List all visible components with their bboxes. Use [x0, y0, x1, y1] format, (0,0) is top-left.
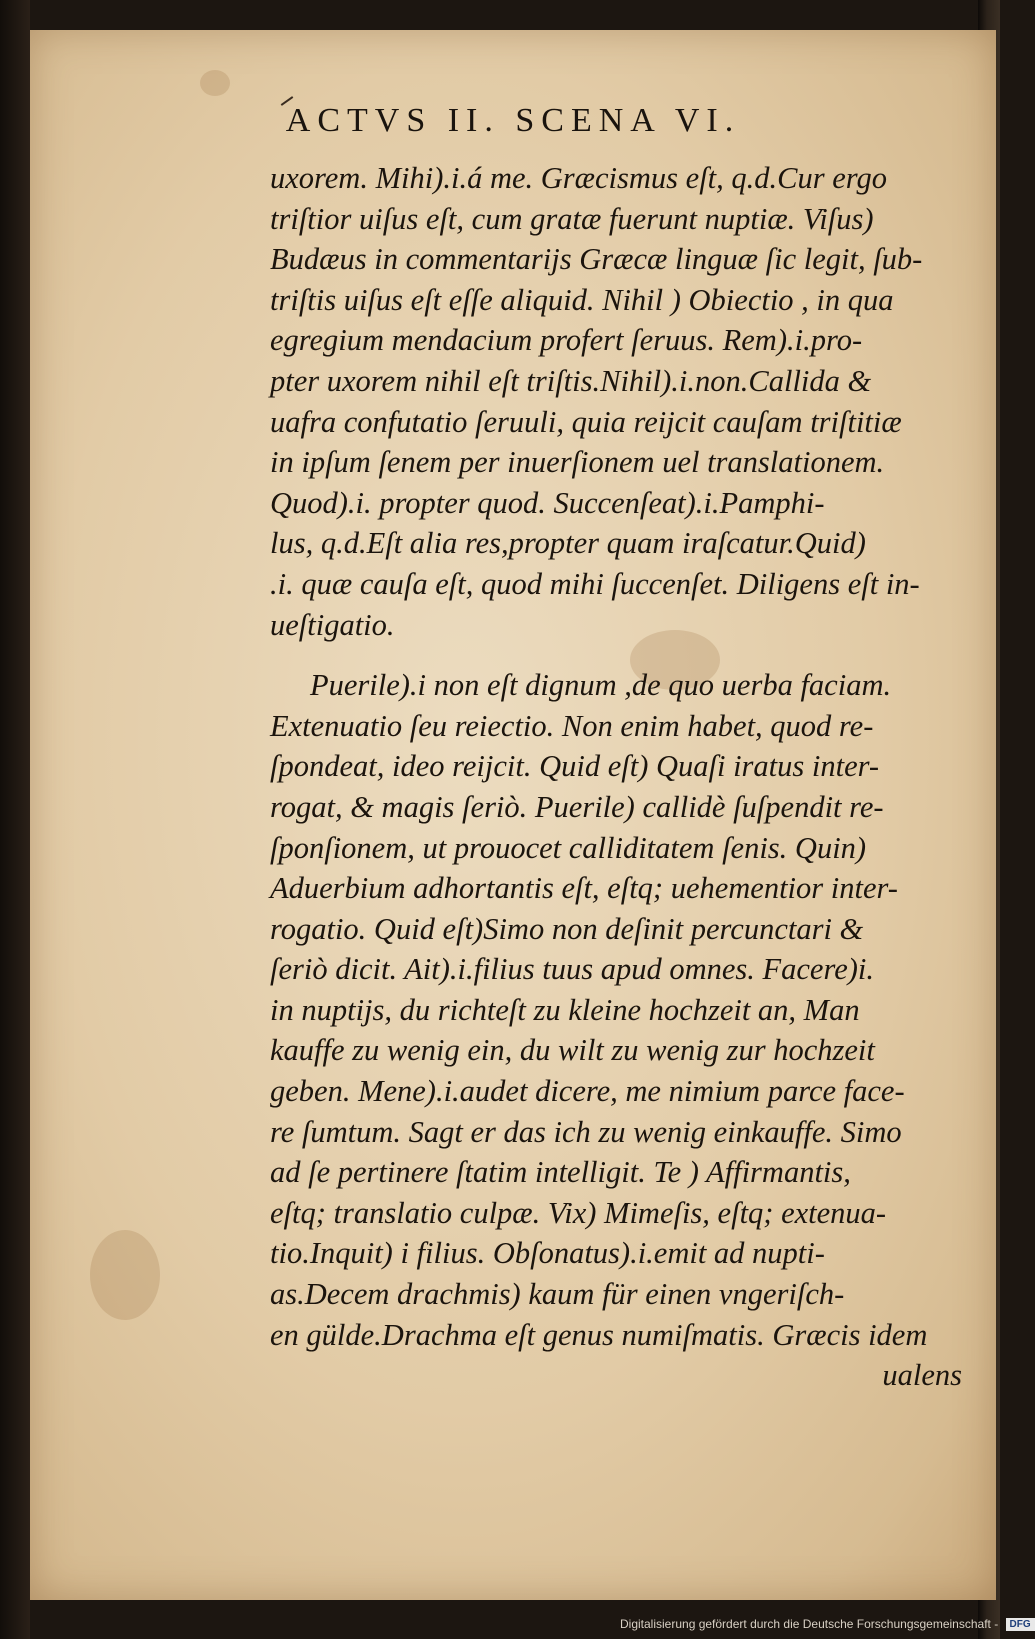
text-line: rogatio. Quid eſt)Simo non deſinit percunctari & [270, 911, 864, 946]
text-line: triſtior uiſus eſt, cum gratæ fuerunt nuptiæ. Viſus) [270, 201, 874, 236]
text-line: ueſtigatio. [270, 607, 395, 642]
page-stain [90, 1230, 160, 1320]
paragraph-gap [270, 645, 970, 665]
text-line: in nuptijs, du richteſt zu kleine hochzeit an, Man [270, 992, 860, 1027]
paragraph-1 [270, 158, 970, 645]
scan-edge-left [0, 0, 30, 1639]
text-line: re ſumtum. Sagt er das ich zu wenig einkauffe. Simo [270, 1114, 902, 1149]
text-line: geben. Mene).i.audet dicere, me nimium parce face- [270, 1074, 905, 1109]
text-line: as.Decem drachmis) kaum für einen vngeriſch- [270, 1277, 845, 1312]
paragraph-2 [270, 665, 970, 1355]
text-line: ſpondeat, ideo reijcit. Quid eſt) Quaſi iratus inter- [270, 749, 880, 784]
text-line: tio.Inquit) i filius. Obſonatus).i.emit ad nupti- [270, 1236, 825, 1271]
text-line: Puerile).i non eſt dignum ,de quo uerba faciam. [310, 668, 892, 703]
text-line: ſeriò dicit. Ait).i.filius tuus apud omnes. Facere)i. [270, 952, 874, 987]
text-line: Aduerbium adhortantis eſt, eſtq; uehementior inter- [270, 871, 898, 906]
text-line: kauffe zu wenig ein, du wilt zu wenig zur hochzeit [270, 1033, 875, 1068]
text-line: in ipſum ſenem per inuerſionem uel translationem. [270, 445, 885, 480]
text-line: Quod).i. propter quod. Succenſeat).i.Pamphi- [270, 485, 825, 520]
text-line: ad ſe pertinere ſtatim intelligit. Te ) Affirmantis, [270, 1155, 851, 1190]
text-line: triſtis uiſus eſt eſſe aliquid. Nihil ) Obiectio , in qua [270, 282, 894, 317]
footer-text: Digitalisierung gefördert durch die Deutsche Forschungsgemeinschaft - [620, 1617, 999, 1631]
text-line: ſponſionem, ut prouocet calliditatem ſenis. Quin) [270, 830, 867, 865]
commentary-text [270, 158, 970, 1396]
text-line: eſtq; translatio culpæ. Vix) Mimeſis, eſtq; extenua- [270, 1195, 887, 1230]
text-line: pter uxorem nihil eſt triſtis.Nihil).i.non.Callida & [270, 363, 872, 398]
text-line: rogat, & magis ſeriò. Puerile) callidè ſuſpendit re- [270, 789, 884, 824]
digitization-footer [620, 1614, 1031, 1634]
running-head: ACTVS II. SCENA VI. [285, 102, 741, 139]
text-line: Extenuatio ſeu reiectio. Non enim habet, quod re- [270, 708, 874, 743]
text-line: .i. quæ cauſa eſt, quod mihi ſuccenſet. Diligens eſt in- [270, 566, 920, 601]
text-line: lus, q.d.Eſt alia res,propter quam iraſcatur.Quid) [270, 526, 866, 561]
page-stain [200, 70, 230, 96]
dfg-logo-icon: DFG [1006, 1618, 1035, 1631]
text-line: en gülde.Drachma eſt genus numiſmatis. Græcis idem [270, 1317, 928, 1352]
text-line: uxorem. Mihi).i.á me. Græcismus eſt, q.d.Cur ergo [270, 161, 887, 195]
text-line: egregium mendacium profert ſeruus. Rem).i.pro- [270, 323, 863, 358]
catchword: ualens [882, 1358, 962, 1393]
text-line: uafra confutatio ſeruuli, quia reijcit cauſam triſtitiæ [270, 404, 902, 439]
book-page [30, 30, 996, 1600]
text-line: Budæus in commentarijs Græcæ linguæ ſic legit, ſub- [270, 242, 923, 277]
